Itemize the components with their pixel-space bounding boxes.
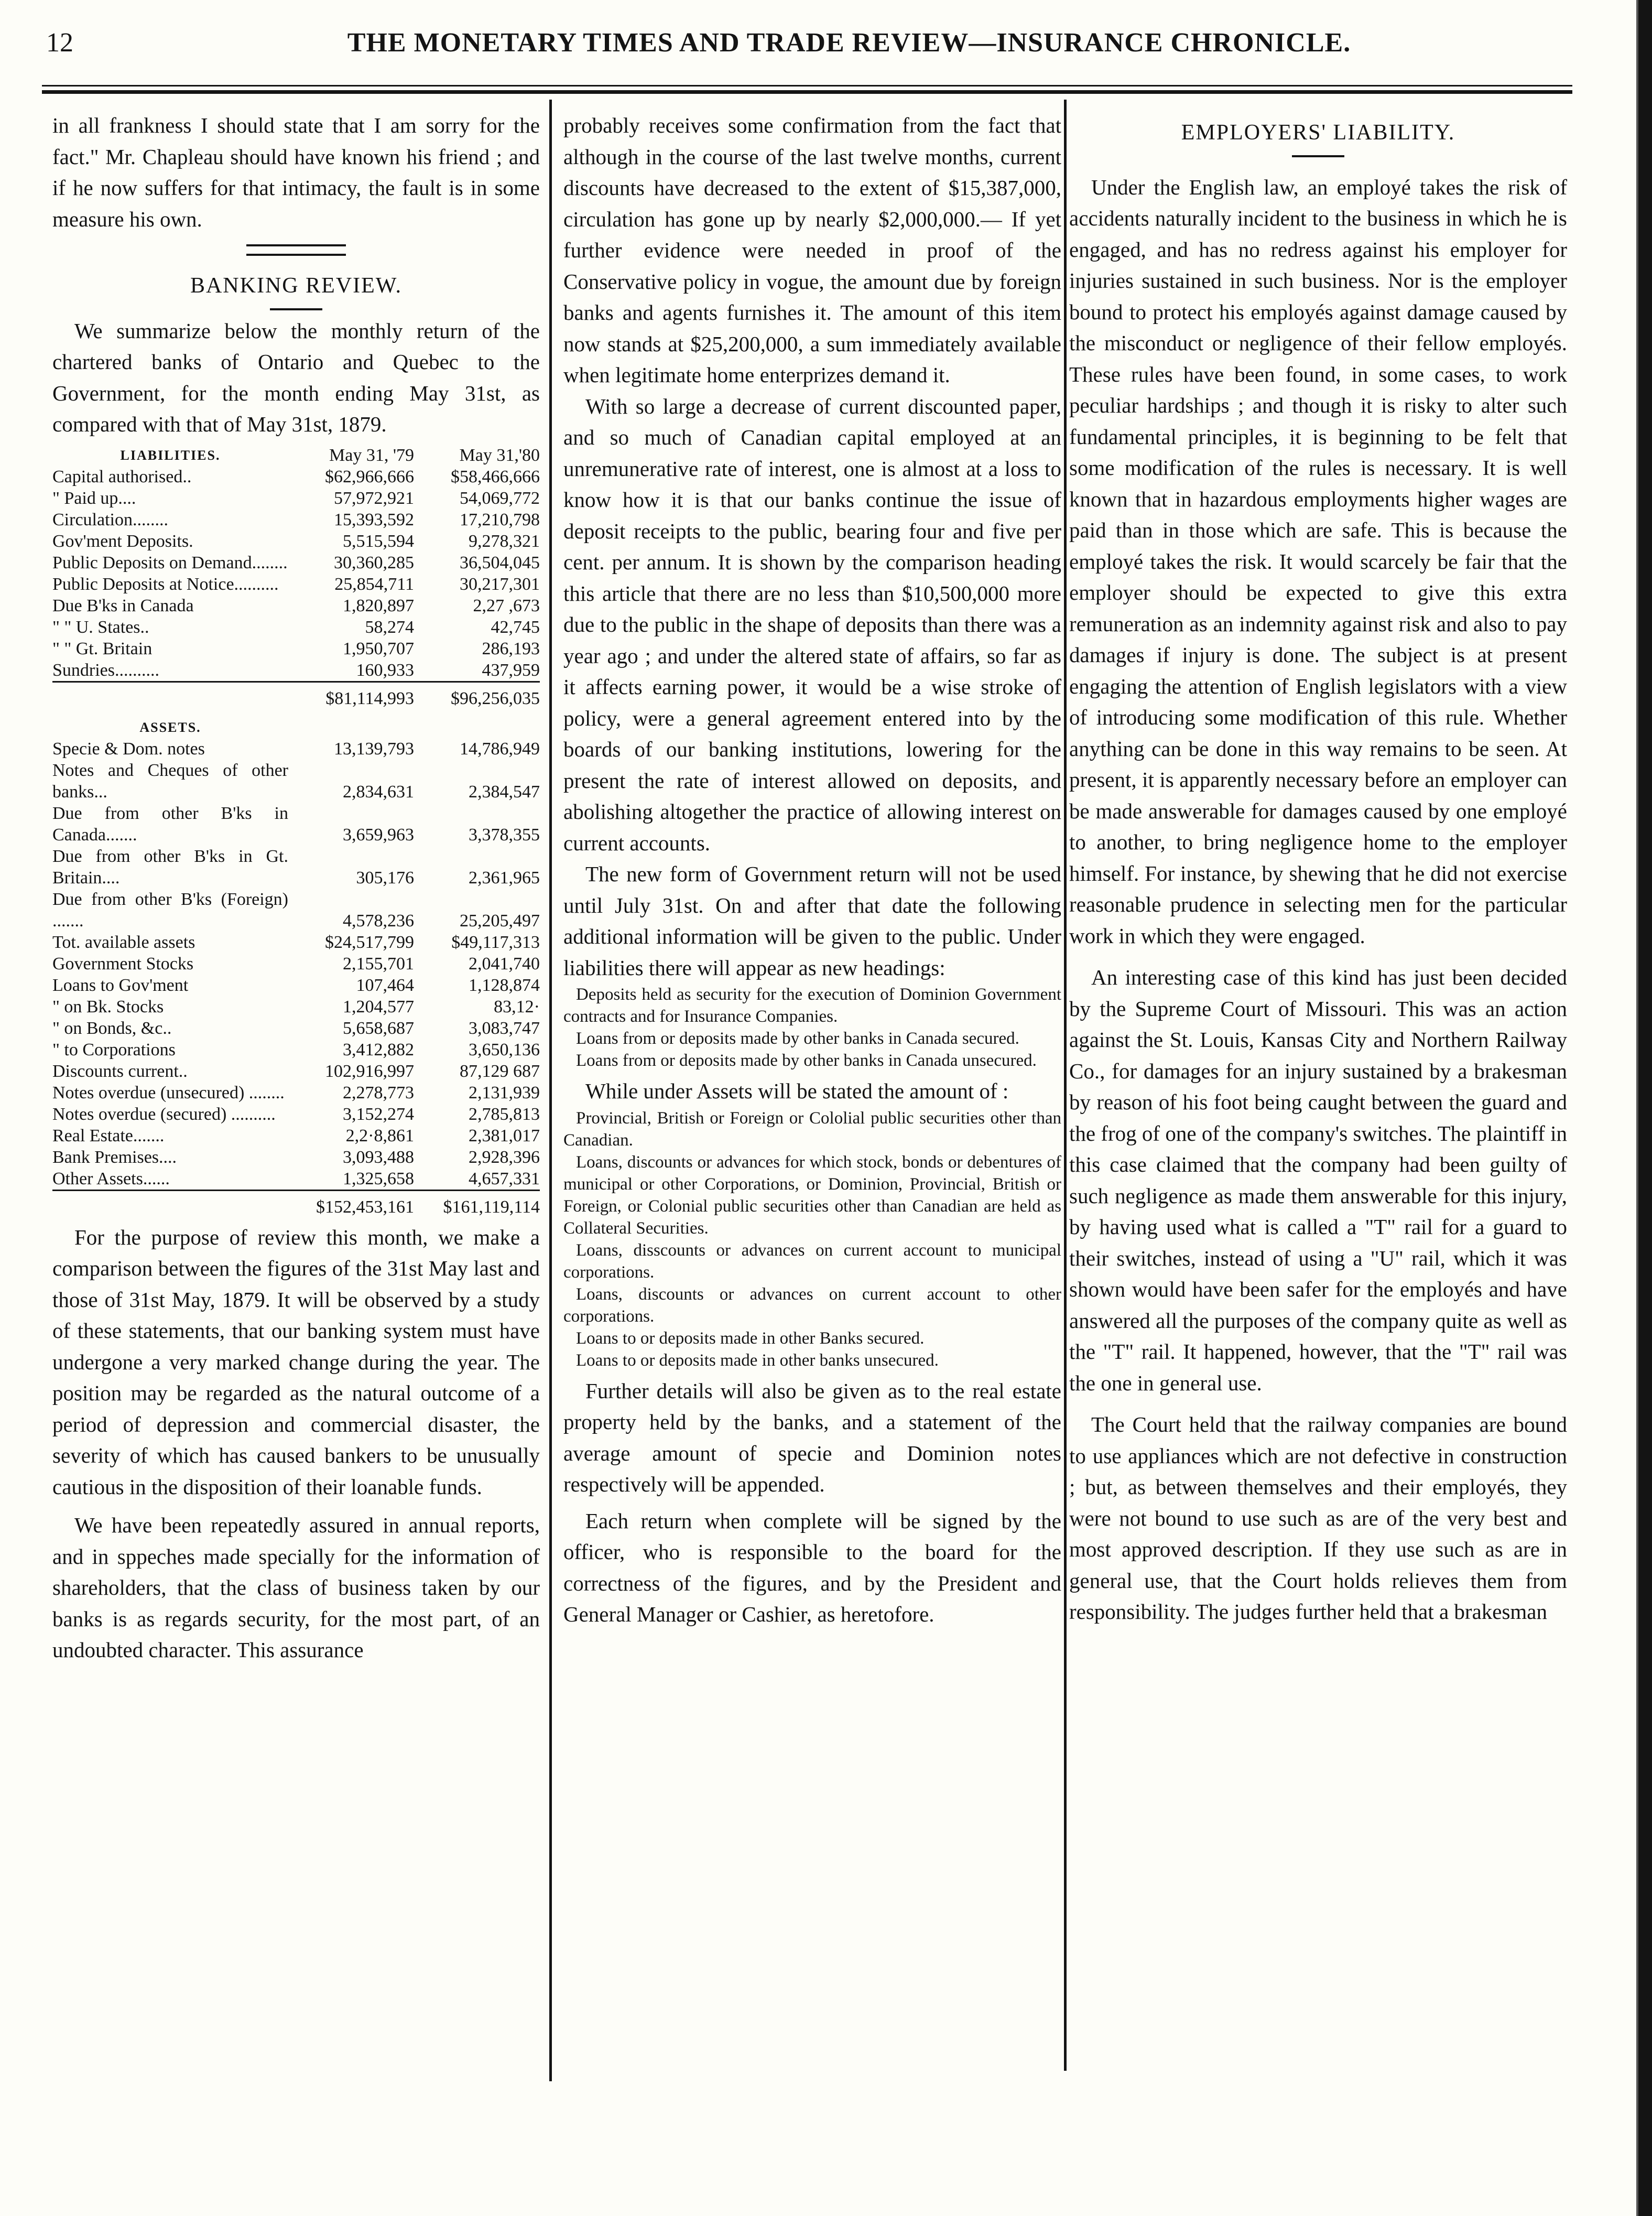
table-cell: 13,139,793: [334, 739, 414, 759]
table-cell: 17,210,798: [460, 510, 540, 529]
table-cell: 1,204,577: [343, 997, 414, 1017]
row-label: Other Assets......: [52, 1169, 170, 1188]
table-row: [52, 760, 540, 803]
table-cell: 42,745: [491, 617, 540, 637]
table-row: [52, 595, 540, 617]
table-cell: $161,119,114: [414, 1190, 540, 1218]
table-cell: 3,412,882: [343, 1040, 414, 1060]
bank-return-table: [52, 445, 540, 1218]
table-cell: 437,959: [482, 660, 540, 680]
table-row: [52, 1125, 540, 1147]
row-label: Sundries..........: [52, 660, 159, 680]
column-right: [1069, 110, 1567, 1628]
paragraph: The new form of Government return will not be used until July 31st. On and after that date the following additional information will be given to the public. Under liabilities there will appear as new headings:: [563, 862, 1061, 980]
assets-header: ASSETS.: [139, 719, 201, 735]
table-cell: 2,361,965: [469, 868, 540, 888]
row-label: Due B'ks in Canada: [52, 596, 194, 615]
row-label: " Paid up....: [52, 488, 136, 508]
liabilities-header: LIABILITIES.: [120, 447, 221, 463]
row-label: Loans to Gov'ment: [52, 975, 189, 995]
row-label: Due from other B'ks in Canada.......: [52, 803, 288, 845]
paragraph: We summarize below the monthly return of the chartered banks of Ontario and Quebec to the Government, for the month ending May 31st, as compared with that of May 31st, 1879.: [52, 318, 540, 436]
list-item: Loans to or deposits made in other banks unsecured.: [576, 1350, 939, 1370]
table-cell: 25,854,711: [334, 574, 414, 594]
table-cell: 305,176: [356, 868, 414, 888]
row-label: Notes overdue (unsecured) ........: [52, 1083, 285, 1102]
table-cell: 286,193: [482, 639, 540, 658]
row-label: Notes overdue (secured) ..........: [52, 1104, 276, 1124]
table-cell: 30,217,301: [460, 574, 540, 594]
table-row: [52, 466, 540, 488]
row-label: Gov'ment Deposits.: [52, 531, 193, 551]
table-cell: 1,950,707: [343, 639, 414, 658]
table-cell: 3,152,274: [343, 1104, 414, 1124]
page-number: 12: [46, 28, 73, 58]
row-label: Public Deposits on Demand........: [52, 553, 288, 572]
row-label: " " U. States..: [52, 617, 149, 637]
paragraph: An interesting case of this kind has just been decided by the Supreme Court of Missouri. This was an action against the St. Louis, Kansas City and Northern Railway Co., for damages for an injury sustained by a brakesman by reason of his foot being caught between the guard and the frog of one of the company's switches. The plaintiff in this case claimed that the company had been guilty of such negligence as made them answerable for this injury, by having used what is called a "T" rail for a guard to their switches, instead of using a "U" rail, which it was shown would have been safer for the employés and have answered all the purposes of the company quite as well as the "T" rail. It happened, however, that the "T" rail was the one in general use.: [1069, 965, 1567, 1395]
paragraph: While under Assets will be stated the amount of :: [585, 1079, 1009, 1103]
table-cell: 36,504,045: [460, 553, 540, 572]
table-row: [52, 803, 540, 846]
table-cell: 107,464: [356, 975, 414, 995]
list-item: Provincial, British or Foreign or Cololial public securities other than Canadian.: [563, 1108, 1061, 1150]
section-separator: [246, 244, 346, 256]
table-row: [52, 574, 540, 595]
column-divider-1: [549, 100, 552, 2081]
table-row: [52, 1104, 540, 1125]
row-label: Discounts current..: [52, 1061, 188, 1081]
list-item: Loans from or deposits made by other banks in Canada secured.: [576, 1029, 1019, 1048]
table-cell: 2,384,547: [469, 782, 540, 802]
row-label: Due from other B'ks in Gt. Britain....: [52, 846, 288, 888]
table-cell: 160,933: [356, 660, 414, 680]
row-label: Specie & Dom. notes: [52, 739, 205, 759]
table-cell: 57,972,921: [334, 488, 414, 508]
table-cell: $96,256,035: [414, 682, 540, 709]
liabilities-total-row: [52, 682, 540, 709]
list-item: Loans, disscounts or advances on current account to municipal corporations.: [563, 1240, 1061, 1282]
table-cell: 3,378,355: [469, 825, 540, 845]
table-cell: 2,381,017: [469, 1126, 540, 1145]
table-cell: 3,659,963: [343, 825, 414, 845]
paragraph: probably receives some confirmation from the fact that although in the course of the last twelve months, current discounts have decreased to the extent of $15,387,000, circulation has gone up by nearly $2,000,000.— If yet further evidence were needed in proof of the Conservative policy in vogue, the amount due by foreign banks and agents furnishes it. The amount of this item now stands at $25,200,000, a sum immediately available when legitimate home enterprizes demand it.: [563, 113, 1061, 387]
table-row: [52, 1147, 540, 1168]
table-row: [52, 1039, 540, 1061]
table-cell: 2,928,396: [469, 1147, 540, 1167]
table-cell: 5,515,594: [343, 531, 414, 551]
table-cell: 58,274: [365, 617, 414, 637]
paragraph: Under the English law, an employé takes the risk of accidents naturally incident to the business in which he is engaged, and has no redress against his employer for injuries sustained in such business. Nor is the employer bound to protect his employés against damage caused by the misconduct or negligence of their fellow employés. These rules have been found, in some cases, to work peculiar hardships ; and though it is risky to alter such fundamental principles, it is beginning to be felt that some modification of the rules is necessary. It is well known that in hazardous employments higher wages are paid than in those which are safe. This is because the employé takes the risk. It would scarcely be fair that the employer should be expected to give this extra remuneration as an indemnity against risk and also to pay damages if injury is done. The subject is at present engaging the attention of English legislators with a view of introducing some modification of this rule. Whether anything can be done in this way remains to be seen. At present, it is apparently necessary before an employer can be made answerable for damages caused by one employé to another, to bring negligence home to the employer himself. For instance, by shewing that he did not exercise reasonable prudence in selecting men for the particular work in which they were engaged.: [1069, 175, 1567, 948]
section-heading: EMPLOYERS' LIABILITY.: [1181, 121, 1455, 145]
header-rule-thick: [42, 90, 1572, 94]
row-label: " on Bk. Stocks: [52, 997, 164, 1017]
paragraph: Further details will also be given as to the real estate property held by the banks, and a statement of the average amount of specie and Dominion notes respectively will be appended.: [563, 1378, 1061, 1496]
paragraph: Each return when complete will be signed by the officer, who is responsible to the board for the correctness of the figures, and by the President and General Manager or Cashier, as heretofore.: [563, 1508, 1061, 1626]
table-row: [52, 1061, 540, 1082]
table-cell: 2,834,631: [343, 782, 414, 802]
row-label: " to Corporations: [52, 1040, 176, 1060]
heading-rule: [270, 308, 322, 310]
running-title: THE MONETARY TIMES AND TRADE REVIEW—INSURANCE CHRONICLE.: [347, 28, 1351, 58]
table-cell: $49,117,313: [451, 932, 540, 952]
table-row: [52, 660, 540, 682]
table-cell: $62,966,666: [325, 467, 414, 487]
column-header-1879: May 31, '79: [329, 445, 414, 465]
table-cell: 5,658,687: [343, 1018, 414, 1038]
table-row: [52, 738, 540, 760]
table-row: [52, 996, 540, 1018]
table-cell: 30,360,285: [334, 553, 414, 572]
table-cell: 2,155,701: [343, 954, 414, 974]
row-label: " on Bonds, &c..: [52, 1018, 172, 1038]
table-row: [52, 509, 540, 531]
table-cell: $58,466,666: [451, 467, 540, 487]
table-row: [52, 1168, 540, 1191]
assets-rows: [52, 738, 540, 1191]
column-middle: [563, 110, 1061, 1630]
row-label: Due from other B'ks (Foreign) .......: [52, 889, 288, 931]
table-row: [52, 531, 540, 552]
list-item: Deposits held as security for the execution of Dominion Government contracts and for Insurance Companies.: [563, 985, 1061, 1026]
assets-total-row: [52, 1190, 540, 1218]
table-cell: 1,128,874: [469, 975, 540, 995]
table-cell: 2,131,939: [469, 1083, 540, 1102]
table-cell: $81,114,993: [288, 682, 414, 709]
table-row: [52, 953, 540, 975]
table-row: [52, 617, 540, 638]
column-header-1880: May 31,'80: [459, 445, 540, 465]
table-cell: 2,041,740: [469, 954, 540, 974]
table-cell: 15,393,592: [334, 510, 414, 529]
page-edge-shadow: [1636, 0, 1652, 2216]
paragraph: With so large a decrease of current discounted paper, and so much of Canadian capital employed at an unremunerative rate of interest, one is almost at a loss to know how it is that our banks continue the issue of deposit receipts to the public, bearing four and five per cent. per annum. It is shown by the comparison heading this article that there are no less than $10,500,000 more due to the public in the shape of deposits than there was a year ago ; and under the altered state of affairs, so far as it affects earning power, it would be a wise stroke of policy, were a general agreement entered into by the boards of our banking institutions, lowering for the present the rate of interest allowed on deposits, and abolishing altogether the practice of allowing interest on current accounts.: [563, 394, 1061, 855]
column-left: [52, 110, 540, 1666]
table-cell: 4,578,236: [343, 911, 414, 931]
liabilities-rows: [52, 466, 540, 682]
table-cell: 1,820,897: [343, 596, 414, 615]
table-cell: $152,453,161: [288, 1190, 414, 1218]
paragraph: We have been repeatedly assured in annual reports, and in sppeches made specially for the information of shareholders, that the class of business taken by our banks is as regards security, for the most part, of an undoubted character. This assurance: [52, 1513, 540, 1662]
table-cell: 102,916,997: [325, 1061, 414, 1081]
paragraph: For the purpose of review this month, we make a comparison between the figures of the 31st May last and those of 31st May, 1879. It will be observed by a study of these statements, that our banking system must have undergone a very marked change during the year. The position may be regarded as the natural outcome of a period of depression and commercial disaster, the severity of which has caused bankers to be unusually cautious in the disposition of their loanable funds.: [52, 1225, 540, 1499]
table-row: [52, 975, 540, 996]
table-row: [52, 1082, 540, 1104]
table-cell: 3,093,488: [343, 1147, 414, 1167]
table-row: [52, 1018, 540, 1039]
table-row: [52, 552, 540, 574]
section-heading: BANKING REVIEW.: [190, 274, 403, 298]
table-cell: 83,12·: [494, 997, 540, 1017]
row-label: Tot. available assets: [52, 932, 195, 952]
liability-headings-list: [563, 983, 1061, 1072]
list-item: Loans, discounts or advances for which stock, bonds or debentures of municipal or other Corporations, or Dominion, Provincial, British or Foreign, or Colonial public securities other than Canadian are held as Collateral Securities.: [563, 1152, 1061, 1238]
table-row: [52, 932, 540, 953]
table-cell: 1,325,658: [343, 1169, 414, 1188]
list-item: Loans from or deposits made by other banks in Canada unsecured.: [576, 1051, 1037, 1070]
table-row: [52, 889, 540, 932]
table-cell: 2,2·8,861: [345, 1126, 414, 1145]
table-cell: 4,657,331: [469, 1169, 540, 1188]
heading-rule: [1292, 155, 1344, 157]
table-cell: 9,278,321: [469, 531, 540, 551]
asset-headings-list: [563, 1107, 1061, 1371]
paragraph: The Court held that the railway companies are bound to use appliances which are not defective in construction ; but, as between themselves and their employés, they were not bound to use such as are of the very best and most approved description. If they use such as are in general use, that the Court holds relieves them from responsibility. The judges further held that a brakesman: [1069, 1412, 1567, 1624]
table-row: [52, 846, 540, 889]
header-rule-thin: [42, 85, 1572, 87]
row-label: " " Gt. Britain: [52, 639, 153, 658]
row-label: Real Estate.......: [52, 1126, 165, 1145]
table-cell: 3,650,136: [469, 1040, 540, 1060]
table-cell: 25,205,497: [460, 911, 540, 931]
column-divider-2: [1064, 100, 1067, 2071]
page-edge-line: [1636, 0, 1638, 2216]
table-cell: 2,27 ,673: [473, 596, 540, 615]
table-row: [52, 488, 540, 509]
list-item: Loans, discounts or advances on current account to other corporations.: [563, 1284, 1061, 1326]
table-row: [52, 638, 540, 660]
row-label: Circulation........: [52, 510, 168, 529]
table-cell: 3,083,747: [469, 1018, 540, 1038]
row-label: Capital authorised..: [52, 467, 192, 487]
table-cell: 54,069,772: [460, 488, 540, 508]
row-label: Bank Premises....: [52, 1147, 177, 1167]
table-cell: 14,786,949: [460, 739, 540, 759]
table-cell: 87,129 687: [460, 1061, 540, 1081]
row-label: Government Stocks: [52, 954, 194, 974]
table-cell: $24,517,799: [325, 932, 414, 952]
table-cell: 2,785,813: [469, 1104, 540, 1124]
list-item: Loans to or deposits made in other Banks secured.: [576, 1328, 925, 1348]
row-label: Public Deposits at Notice..........: [52, 574, 279, 594]
row-label: Notes and Cheques of other banks...: [52, 760, 288, 802]
table-cell: 2,278,773: [343, 1083, 414, 1102]
continued-text: in all frankness I should state that I am sorry for the fact." Mr. Chapleau should have known his friend ; and if he now suffers for that intimacy, the fault is in some measure his own.: [52, 113, 540, 231]
